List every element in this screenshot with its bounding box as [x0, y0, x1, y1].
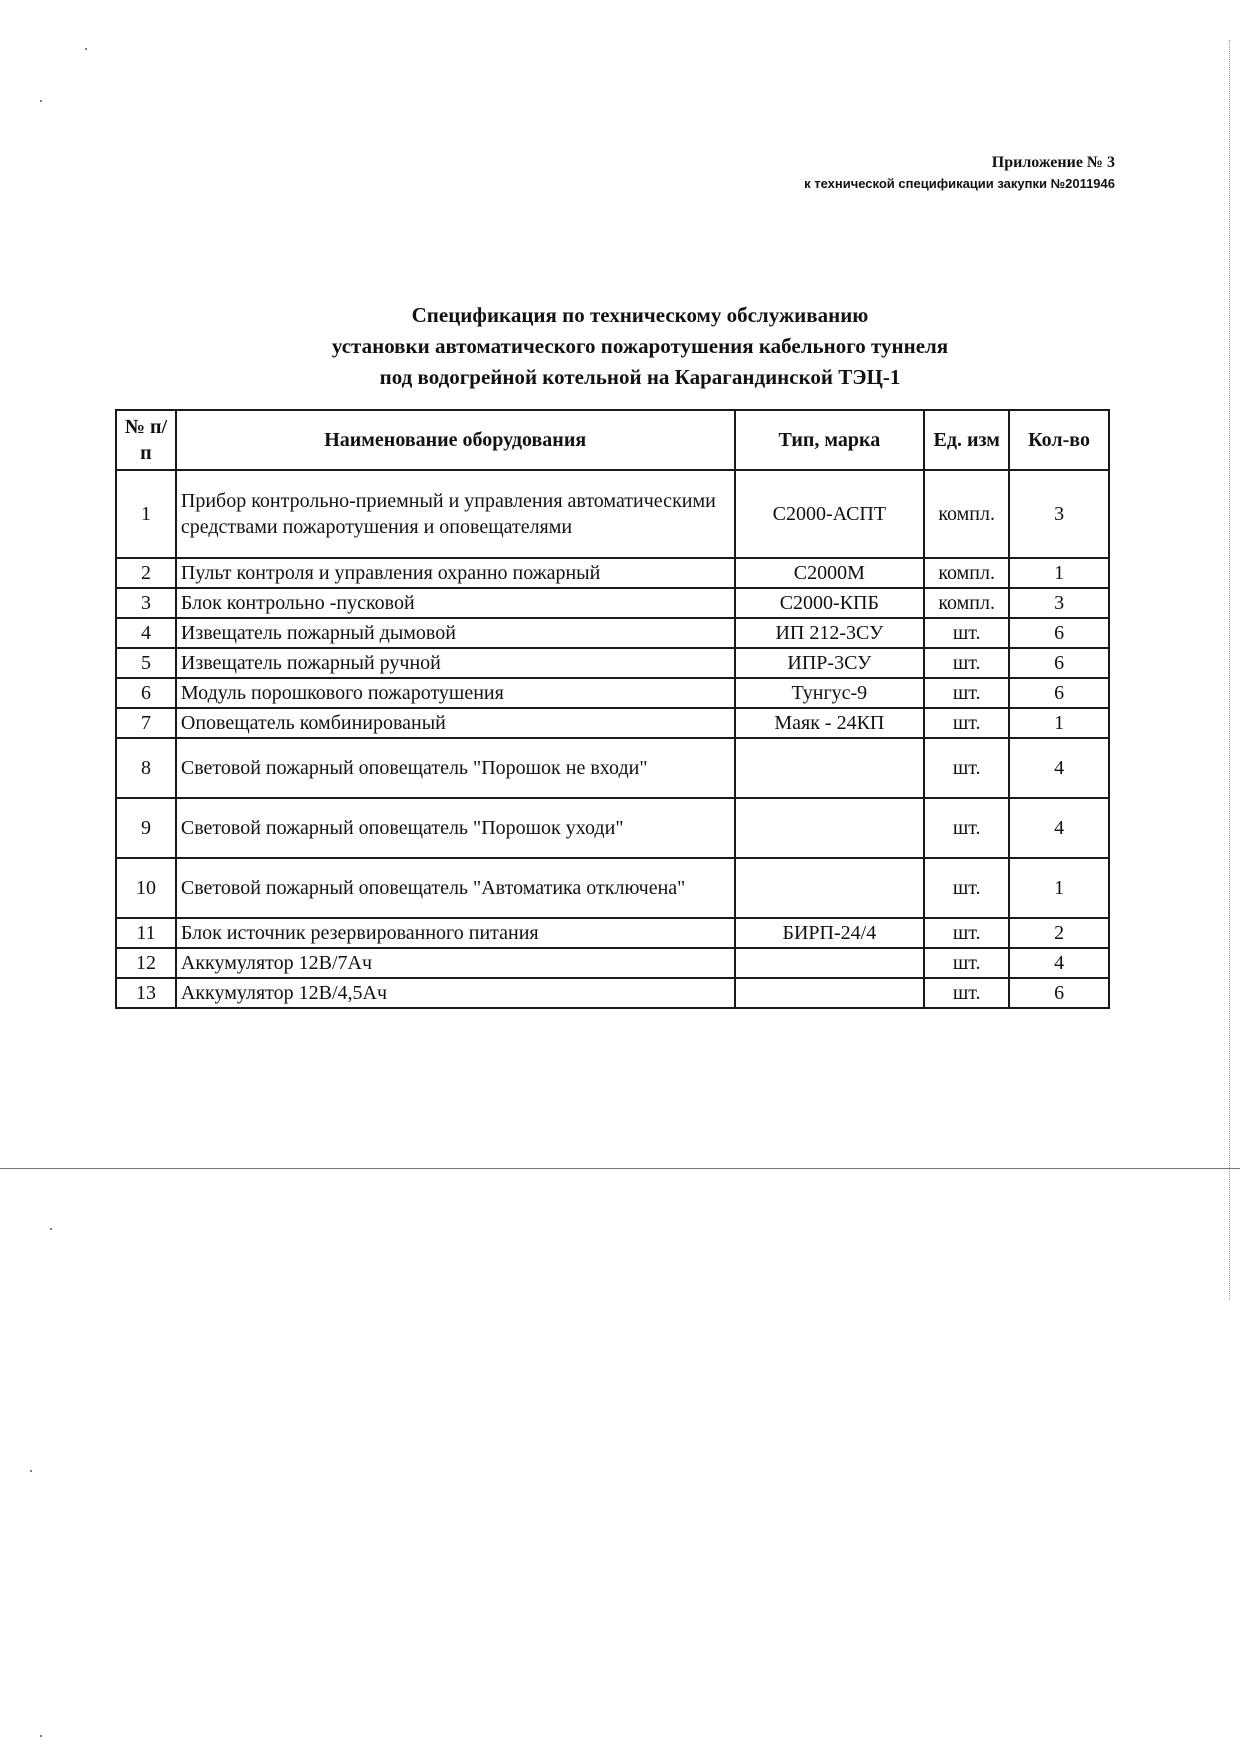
header-unit: Ед. изм	[924, 410, 1009, 470]
table-row	[116, 558, 1109, 588]
cell-unit: шт.	[924, 798, 1009, 858]
cell-unit: шт.	[924, 948, 1009, 978]
scan-speck	[85, 48, 87, 50]
header-name: Наименование оборудования	[176, 410, 735, 470]
cell-num: 3	[116, 588, 176, 618]
cell-type: С2000-КПБ	[735, 588, 925, 618]
cell-type	[735, 738, 925, 798]
specification-table	[115, 409, 1110, 1009]
cell-unit: шт.	[924, 648, 1009, 678]
cell-type: С2000М	[735, 558, 925, 588]
cell-name: Блок контрольно -пусковой	[176, 588, 735, 618]
cell-type	[735, 858, 925, 918]
table-header-row	[116, 410, 1109, 470]
cell-name: Модуль порошкового пожаротушения	[176, 678, 735, 708]
cell-unit: компл.	[924, 558, 1009, 588]
table-row	[116, 708, 1109, 738]
table-row	[116, 678, 1109, 708]
cell-num: 1	[116, 470, 176, 558]
cell-qty: 4	[1009, 948, 1109, 978]
cell-name: Световой пожарный оповещатель "Порошок уходи"	[176, 798, 735, 858]
cell-num: 7	[116, 708, 176, 738]
table-row	[116, 648, 1109, 678]
table-row	[116, 978, 1109, 1008]
cell-unit: шт.	[924, 978, 1009, 1008]
scan-speck	[40, 100, 42, 102]
cell-qty: 1	[1009, 558, 1109, 588]
cell-type: С2000-АСПТ	[735, 470, 925, 558]
cell-num: 5	[116, 648, 176, 678]
cell-name: Аккумулятор 12В/4,5Ач	[176, 978, 735, 1008]
scan-artifact-line	[0, 1168, 1240, 1169]
cell-qty: 6	[1009, 978, 1109, 1008]
table-row	[116, 618, 1109, 648]
appendix-reference: к технической спецификации закупки №2011946	[804, 176, 1115, 191]
title-line-3: под водогрейной котельной на Карагандинской ТЭЦ-1	[379, 365, 901, 389]
table-row	[116, 858, 1109, 918]
cell-unit: шт.	[924, 918, 1009, 948]
cell-qty: 6	[1009, 648, 1109, 678]
cell-type: Маяк - 24КП	[735, 708, 925, 738]
cell-type	[735, 798, 925, 858]
appendix-number: Приложение № 3	[991, 154, 1115, 171]
cell-name: Прибор контрольно-приемный и управления автоматическими средствами пожаротушения и оповещателями	[176, 470, 735, 558]
scan-speck	[50, 1228, 52, 1230]
cell-unit: шт.	[924, 858, 1009, 918]
cell-name: Извещатель пожарный дымовой	[176, 618, 735, 648]
cell-qty: 6	[1009, 678, 1109, 708]
header-num: № п/п	[116, 410, 176, 470]
header-type: Тип, марка	[735, 410, 925, 470]
cell-type: БИРП-24/4	[735, 918, 925, 948]
cell-num: 10	[116, 858, 176, 918]
scan-edge-line	[1229, 40, 1230, 1300]
cell-qty: 6	[1009, 618, 1109, 648]
cell-num: 6	[116, 678, 176, 708]
table-row	[116, 588, 1109, 618]
cell-qty: 4	[1009, 798, 1109, 858]
cell-type	[735, 948, 925, 978]
cell-num: 11	[116, 918, 176, 948]
cell-unit: шт.	[924, 708, 1009, 738]
cell-type: Тунгус-9	[735, 678, 925, 708]
cell-type	[735, 978, 925, 1008]
cell-name: Извещатель пожарный ручной	[176, 648, 735, 678]
cell-unit: компл.	[924, 588, 1009, 618]
cell-qty: 1	[1009, 858, 1109, 918]
cell-num: 4	[116, 618, 176, 648]
cell-name: Аккумулятор 12В/7Ач	[176, 948, 735, 978]
cell-name: Световой пожарный оповещатель "Автоматика отключена"	[176, 858, 735, 918]
cell-qty: 3	[1009, 588, 1109, 618]
table-row	[116, 918, 1109, 948]
cell-num: 9	[116, 798, 176, 858]
table-row	[116, 470, 1109, 558]
cell-type: ИПР-3СУ	[735, 648, 925, 678]
cell-num: 2	[116, 558, 176, 588]
cell-unit: шт.	[924, 738, 1009, 798]
cell-type: ИП 212-3СУ	[735, 618, 925, 648]
cell-name: Блок источник резервированного питания	[176, 918, 735, 948]
table-row	[116, 948, 1109, 978]
cell-unit: компл.	[924, 470, 1009, 558]
cell-qty: 4	[1009, 738, 1109, 798]
cell-unit: шт.	[924, 678, 1009, 708]
cell-num: 12	[116, 948, 176, 978]
scan-speck	[30, 1470, 32, 1472]
cell-qty: 1	[1009, 708, 1109, 738]
cell-num: 8	[116, 738, 176, 798]
table-row	[116, 798, 1109, 858]
header-qty: Кол-во	[1009, 410, 1109, 470]
cell-qty: 2	[1009, 918, 1109, 948]
title-line-1: Спецификация по техническому обслуживанию	[411, 303, 869, 327]
scan-speck	[40, 1735, 42, 1737]
cell-name: Оповещатель комбинированый	[176, 708, 735, 738]
document-title	[180, 300, 1100, 393]
table-row	[116, 738, 1109, 798]
cell-name: Пульт контроля и управления охранно пожарный	[176, 558, 735, 588]
appendix-header	[804, 152, 1115, 194]
cell-name: Световой пожарный оповещатель "Порошок не входи"	[176, 738, 735, 798]
cell-unit: шт.	[924, 618, 1009, 648]
title-line-2: установки автоматического пожаротушения кабельного туннеля	[331, 334, 949, 358]
cell-num: 13	[116, 978, 176, 1008]
cell-qty: 3	[1009, 470, 1109, 558]
